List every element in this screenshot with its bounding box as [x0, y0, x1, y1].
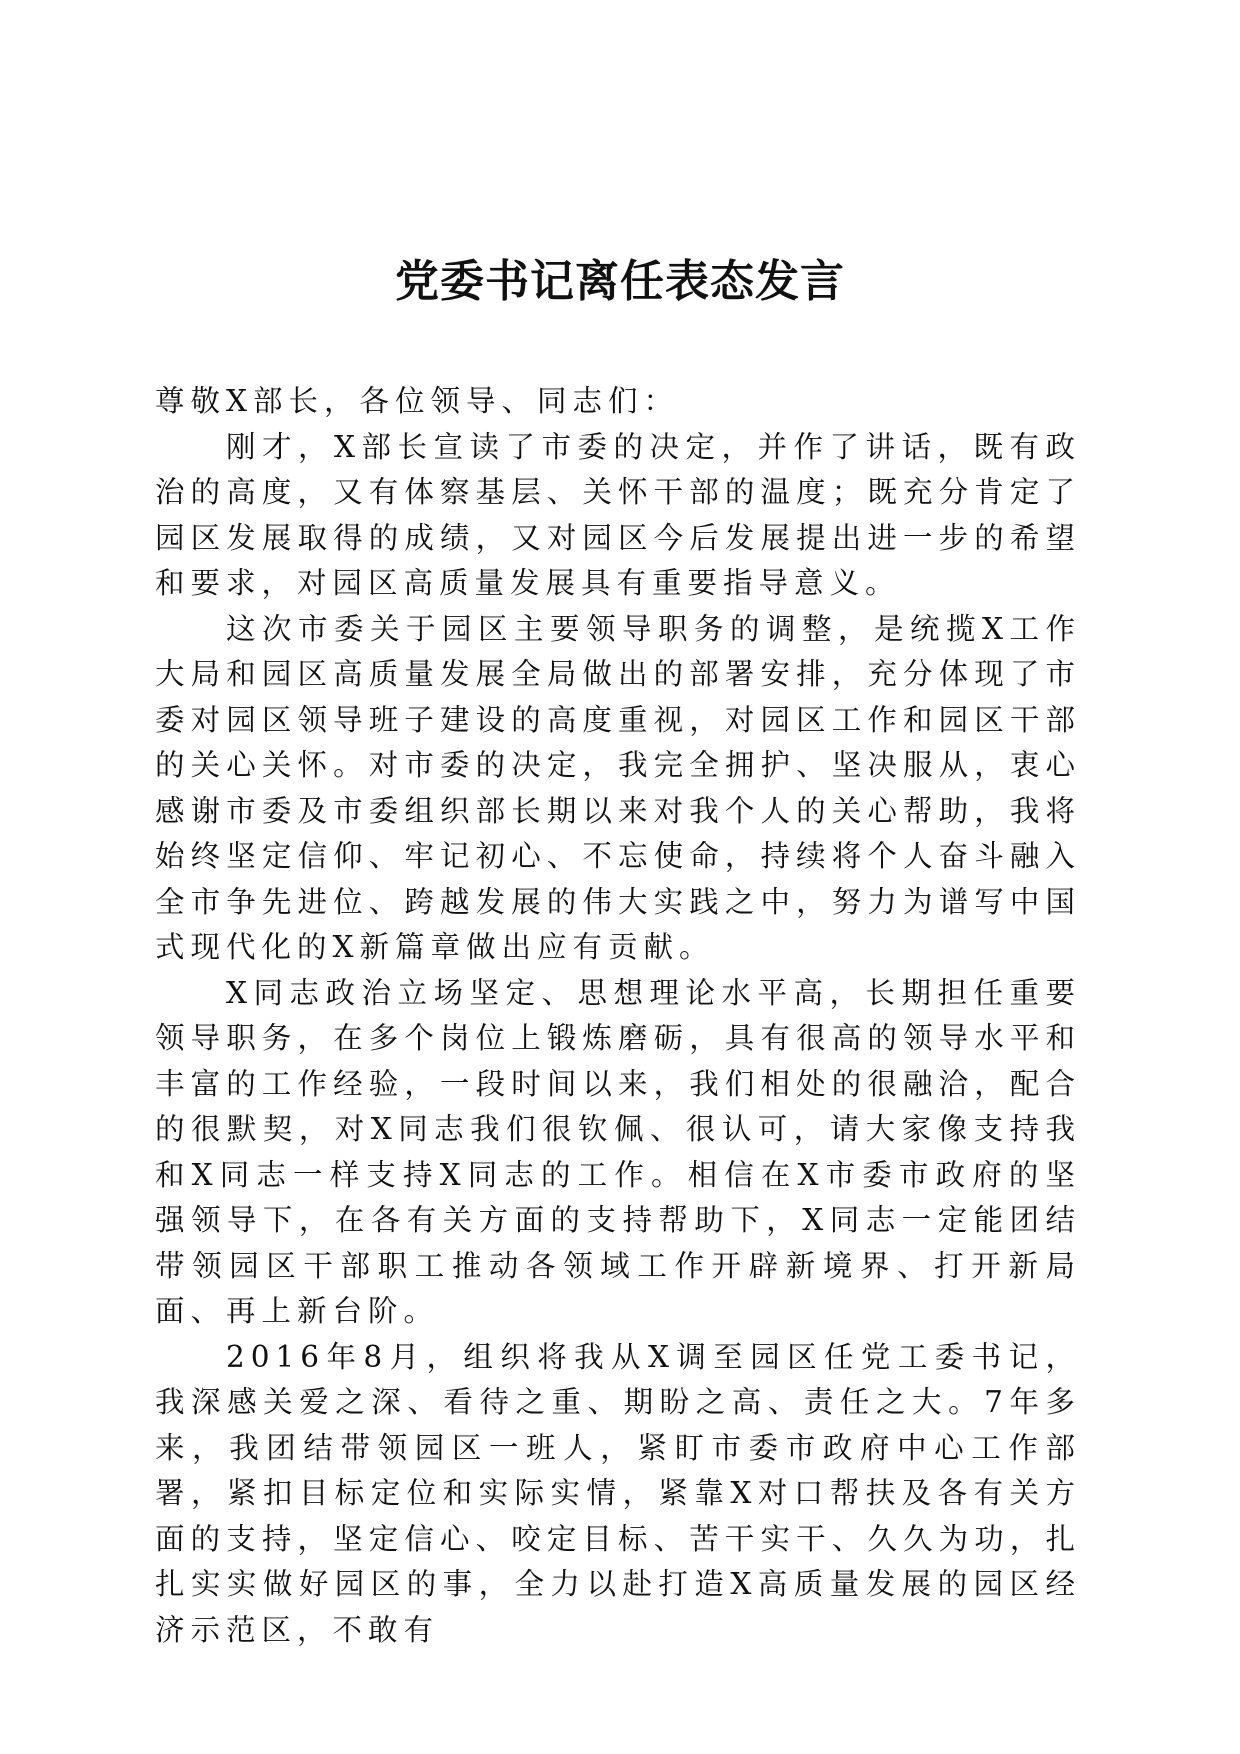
- document-title: 党委书记离任表态发言: [395, 256, 845, 307]
- paragraph: 刚才，X部长宣读了市委的决定，并作了讲话，既有政治的高度，又有体察基层、关怀干部的温度；既充分肯定了园区发展取得的成绩，又对园区今后发展提出进一步的希望和要求，对园区高质量发展具有重要指导意义。: [155, 429, 1081, 600]
- paragraph: 2016年8月，组织将我从X调至园区任党工委书记，我深感关爱之深、看待之重、期盼之高、责任之大。7年多来，我团结带领园区一班人，紧盯市委市政府中心工作部署，紧扣目标定位和实际实情，紧靠X对口帮扶及各有关方面的支持，坚定信心、咬定目标、苦干实干、久久为功，扎扎实实做好园区的事，全力以赴打造X高质量发展的园区经济示范区，不敢有: [155, 1339, 1081, 1647]
- paragraph: 这次市委关于园区主要领导职务的调整，是统揽X工作大局和园区高质量发展全局做出的部署安排，充分体现了市委对园区领导班子建设的高度重视，对园区工作和园区干部的关心关怀。对市委的决定，我完全拥护、坚决服从，衷心感谢市委及市委组织部长期以来对我个人的关心帮助，我将始终坚定信仰、牢记初心、不忘使命，持续将个人奋斗融入全市争先进位、跨越发展的伟大实践之中，努力为谱写中国式现代化的X新篇章做出应有贡献。: [155, 611, 1081, 964]
- salutation: 尊敬X部长，各位领导、同志们：: [155, 384, 680, 418]
- paragraph: X同志政治立场坚定、思想理论水平高，长期担任重要领导职务，在多个岗位上锻炼磨砺，具有很高的领导水平和丰富的工作经验，一段时间以来，我们相处的很融洽，配合的很默契，对X同志我们很钦佩、很认可，请大家像支持我和X同志一样支持X同志的工作。相信在X市委市政府的坚强领导下，在各有关方面的支持帮助下，X同志一定能团结带领园区干部职工推动各领域工作开辟新境界、打开新局面、再上新台阶。: [155, 975, 1081, 1328]
- document-body: [155, 379, 1081, 1653]
